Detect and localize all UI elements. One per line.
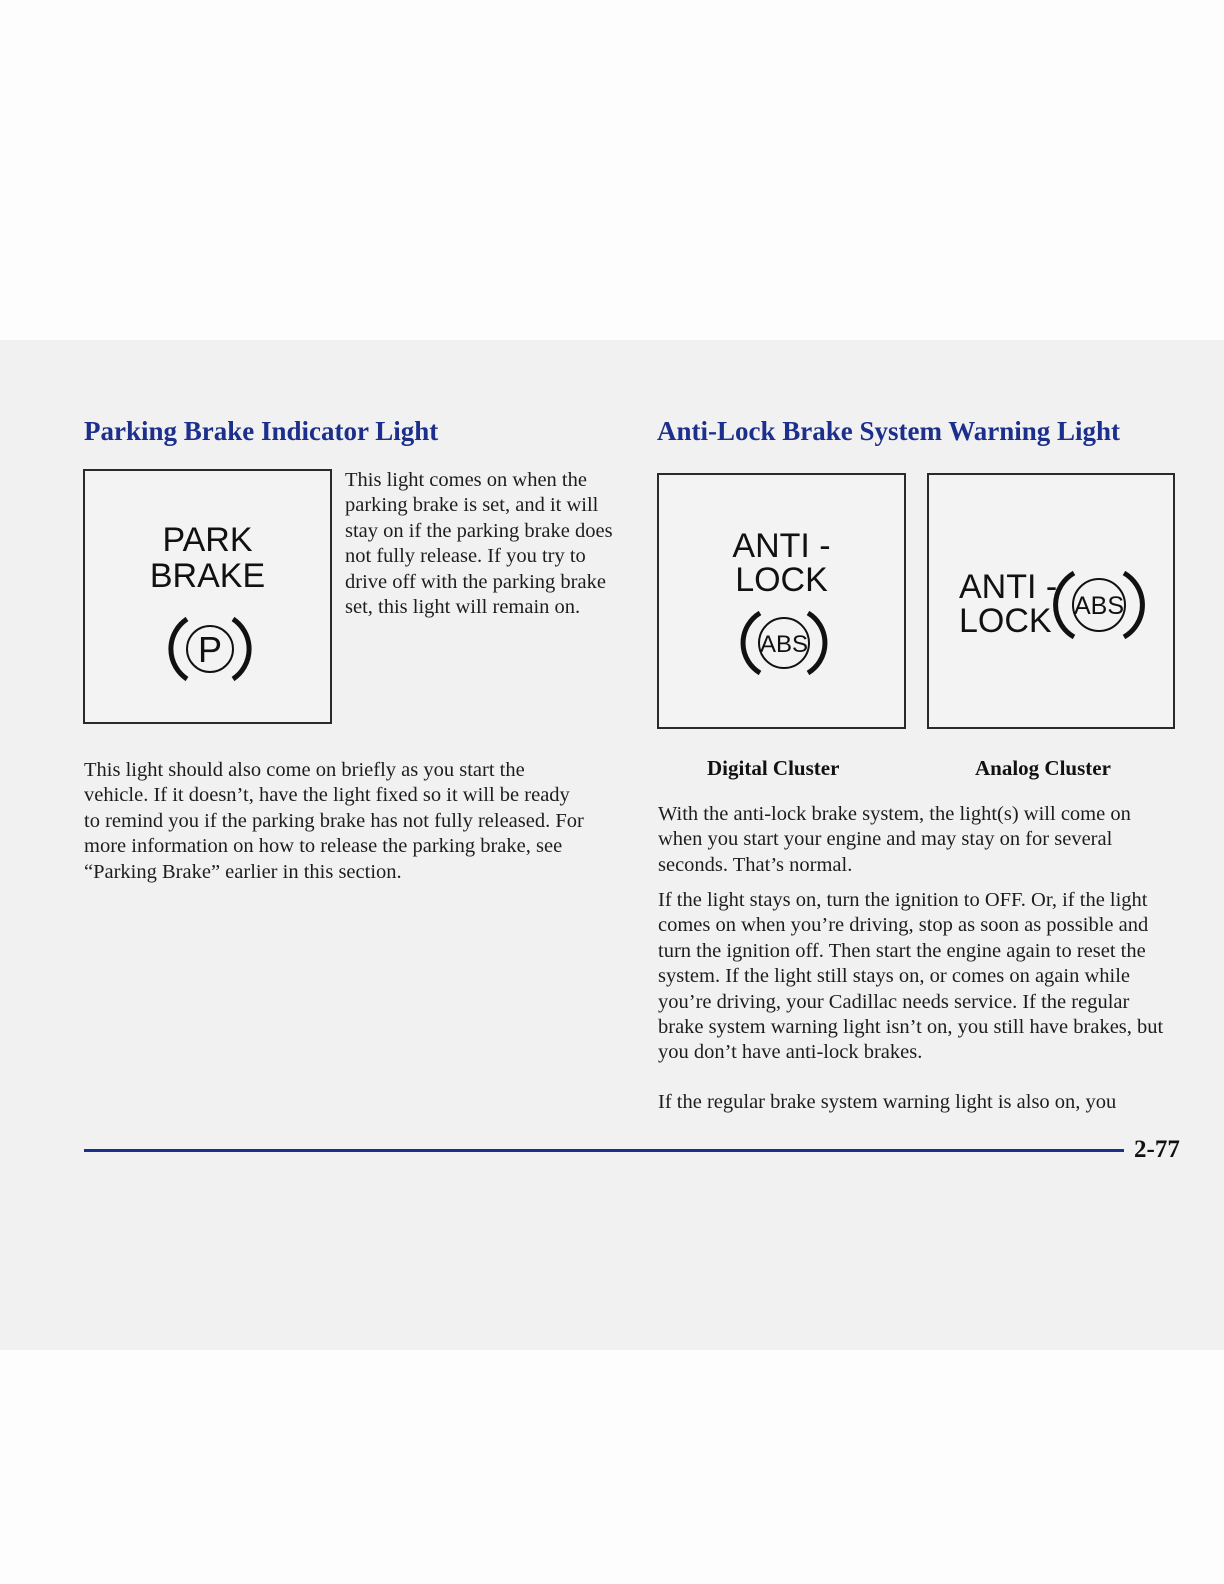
digital-abs-symbol-text: ABS xyxy=(759,631,809,658)
abs-paragraph-3: If the regular brake system warning light is also on, you xyxy=(658,1091,1117,1113)
parking-brake-icon xyxy=(165,609,255,689)
parking-symbol-letter: P xyxy=(197,629,223,670)
abs-heading: Anti-Lock Brake System Warning Light xyxy=(657,416,1121,446)
digital-cluster-caption: Digital Cluster xyxy=(707,756,840,780)
parking-brake-heading: Parking Brake Indicator Light xyxy=(84,416,439,446)
analog-lock-label: LOCK xyxy=(959,602,1052,640)
brake-label: BRAKE xyxy=(149,557,266,595)
analog-cluster-caption: Analog Cluster xyxy=(975,756,1111,780)
parking-brake-indicator-box xyxy=(83,469,332,724)
footer-rule xyxy=(84,1149,1124,1152)
page-number: 2-77 xyxy=(1134,1136,1180,1163)
abs-warning-icon xyxy=(736,605,832,681)
analog-anti-label: ANTI - xyxy=(959,568,1058,606)
analog-cluster-box xyxy=(927,473,1175,729)
abs-paragraph-1: With the anti-lock brake system, the light(s) will come on when you start your engine and may stay on for several seconds. That’s normal. xyxy=(658,803,1131,876)
analog-abs-symbol-text: ABS xyxy=(1073,592,1125,620)
abs-warning-icon xyxy=(1049,565,1149,645)
digital-cluster-box xyxy=(657,473,906,729)
abs-paragraph-2: If the light stays on, turn the ignition to OFF. Or, if the light comes on when you’re driving, stop as soon as possible and turn the ignition off. Then start the engine again to reset the system. If the light still stays on, or comes on again while you’re driving, your Cadillac needs service. If the regular brake system warning light isn’t on, you still have brakes, but you don’t have anti-lock brakes. xyxy=(658,889,1164,1064)
parking-brake-side-text: This light comes on when the parking brake is set, and it will stay on if the parking brake does not fully release. If you try to drive off with the parking brake set, this light will remain on. xyxy=(345,469,613,619)
digital-lock-label: LOCK xyxy=(735,561,828,599)
park-label: PARK xyxy=(162,521,253,559)
digital-anti-label: ANTI - xyxy=(732,527,831,565)
parking-brake-body-text: This light should also come on briefly as you start the vehicle. If it doesn’t, have the light fixed so it will be ready to remind you if the parking brake has not fully released. For more information on how to release the parking brake, see “Parking Brake” earlier in this section. xyxy=(84,759,584,883)
